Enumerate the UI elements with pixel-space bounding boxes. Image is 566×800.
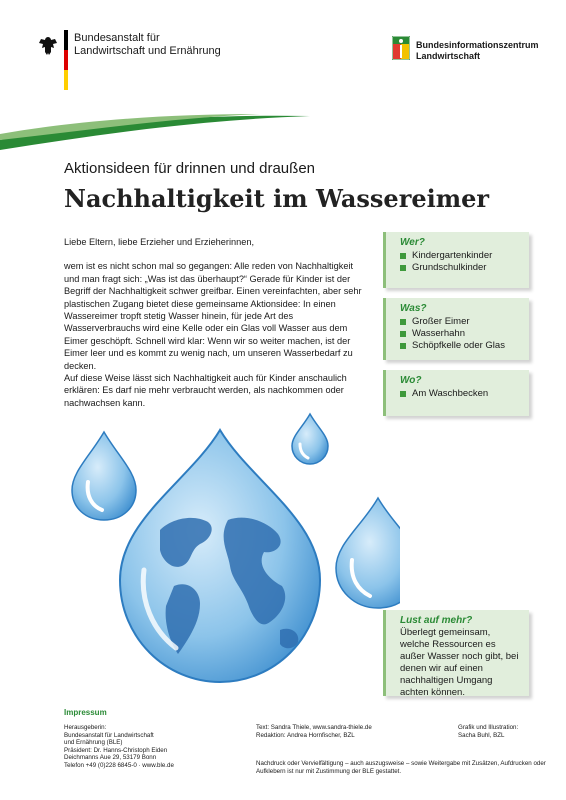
agency-logo xyxy=(36,30,221,94)
impressum-line: Bundesanstalt für Landwirtschaft xyxy=(64,731,154,739)
impressum-line: Redaktion: Andrea Hornfischer, BZL xyxy=(256,731,355,739)
center-name-line1: Bundesinformationszentrum xyxy=(416,40,539,50)
impressum-line: und Ernährung (BLE) xyxy=(64,739,123,747)
impressum-line: Telefon +49 (0)228 6845-0 · www.ble.de xyxy=(64,761,174,769)
water-drop-icon xyxy=(336,498,400,608)
box-more-ideas-title: Lust auf mehr? xyxy=(400,615,473,626)
bzl-logo-icon xyxy=(392,36,410,60)
water-drops-illustration xyxy=(60,410,400,690)
greeting: Liebe Eltern, liebe Erzieher und Erzieherinnen, xyxy=(64,237,254,247)
impressum-credits xyxy=(256,724,456,739)
list-item: Grundschulkinder xyxy=(400,262,521,274)
agency-name xyxy=(74,32,244,58)
page-title: Nachhaltigkeit im Wassereimer xyxy=(64,184,490,213)
impressum-line: Herausgeberin: xyxy=(64,724,107,731)
paragraph-1: wem ist es nicht schon mal so gegangen: Alle reden von Nachhaltigkeit und man fragt sich: „Was ist das überhaupt?“ Gerade für Kinder ist der Begriff der Nachhaltigkeit schwer greifbar. Einen vereinfachten, aber sehr plastischen Zugang bietet diese gemeinsame Aktionsidee: In einen Wassereimer tropft stetig Wasser hinein, für jede Art des Wasserverbrauchs wird eine Kelle oder ein Glas voll Wasser aus dem Eimer geschöpft. Schnell wird klar: Wenn wir so weiter machen, ist der Eimer leer und es kommt zu wenig nach, um unseren Wasserbedarf zu decken. xyxy=(64,261,362,371)
impressum-line: Sacha Buhl, BZL xyxy=(458,731,505,739)
list-item: Wasserhahn xyxy=(400,328,521,340)
box-what xyxy=(383,298,529,360)
impressum-note: Nachdruck oder Vervielfältigung – auch auszugsweise – sowie Weitergabe mit Zusätzen, Aufdrucken oder Aufklebern ist nur mit Zustimmung der BLE gestattet. xyxy=(256,760,546,775)
agency-name-line1: Bundesanstalt für xyxy=(74,32,160,44)
box-where xyxy=(383,370,529,416)
impressum-publisher xyxy=(64,724,234,770)
box-what-title: Was? xyxy=(400,303,427,314)
agency-name-line2: Landwirtschaft und Ernährung xyxy=(74,45,221,57)
center-logo xyxy=(392,36,557,66)
center-name xyxy=(416,40,566,62)
green-swoosh xyxy=(0,110,310,150)
box-more-ideas xyxy=(383,610,529,696)
paragraph-2: Auf diese Weise lässt sich Nachhaltigkeit auch für Kinder anschaulich erklären: Es darf nie mehr verbraucht werden, als nachkommen oder nachwachsen kann. xyxy=(64,373,347,408)
body-text xyxy=(64,236,366,409)
page-subtitle: Aktionsideen für drinnen und draußen xyxy=(64,160,316,177)
impressum-line: Präsident: Dr. Hanns-Christoph Eiden xyxy=(64,746,168,754)
impressum-graphics xyxy=(458,724,548,739)
list-item: Kindergartenkinder xyxy=(400,250,521,262)
box-where-title: Wo? xyxy=(400,375,422,386)
center-name-line2: Landwirtschaft xyxy=(416,51,481,61)
impressum-line: Text: Sandra Thiele, www.sandra-thiele.de xyxy=(256,724,372,731)
impressum-title: Impressum xyxy=(64,708,107,717)
box-who xyxy=(383,232,529,288)
globe-drop-icon xyxy=(120,430,320,682)
impressum-line: Grafik und Illustration: xyxy=(458,724,519,731)
list-item: Großer Eimer xyxy=(400,316,521,328)
water-drop-icon xyxy=(292,414,328,464)
water-drop-icon xyxy=(72,432,136,520)
list-item: Schöpfkelle oder Glas xyxy=(400,340,521,352)
impressum-line: Deichmanns Aue 29, 53179 Bonn xyxy=(64,754,157,762)
list-item: Am Waschbecken xyxy=(400,388,521,400)
eagle-icon xyxy=(36,34,60,58)
box-more-ideas-text: Überlegt gemeinsam, welche Ressourcen es außer Wasser noch gibt, bei denen wir auf einen nachhaltigen Umgang achten können. xyxy=(400,627,519,698)
box-who-title: Wer? xyxy=(400,237,425,248)
flag-stripes xyxy=(64,30,68,90)
